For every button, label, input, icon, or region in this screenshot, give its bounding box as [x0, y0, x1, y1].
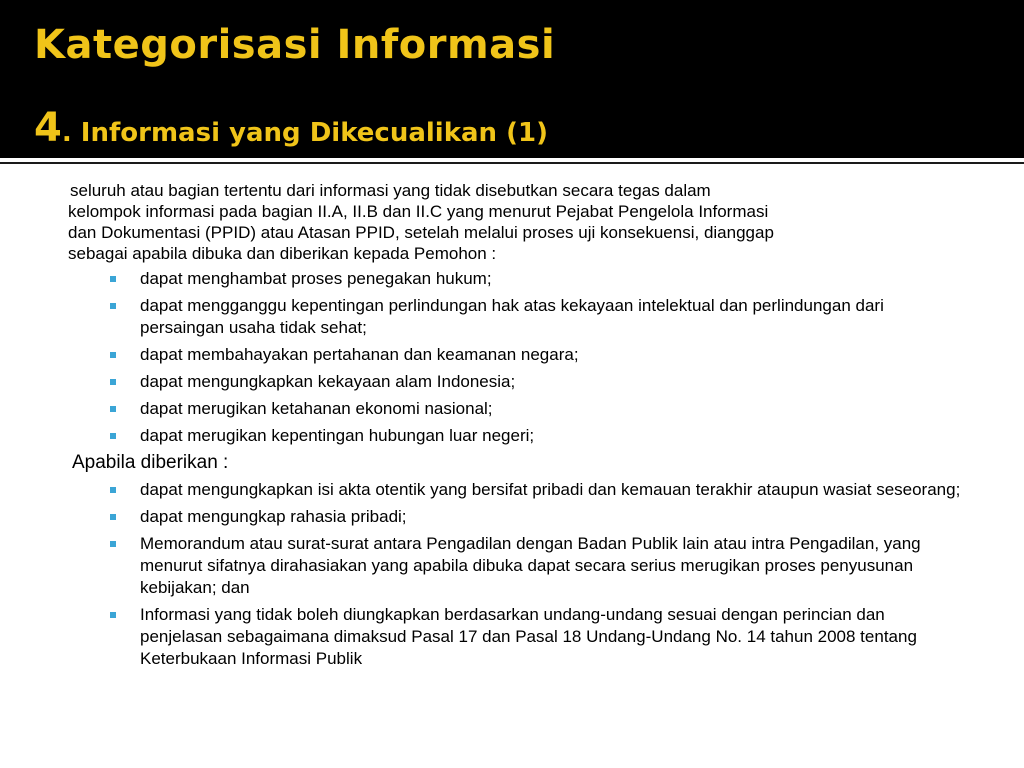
slide-header — [0, 0, 1024, 158]
intro-line-3: dan Dokumentasi (PPID) atau Atasan PPID, setelah melalui proses uji konsekuensi, dianggap — [68, 223, 774, 242]
list-item-text: Informasi yang tidak boleh diungkapkan berdasarkan undang-undang sesuai dengan perincian dan penjelasan sebagaimana dimaksud Pasal 17 dan Pasal 18 Undang-Undang No. 14 tahun 2008 tentang Keterbukaan Informasi Publik — [140, 605, 917, 668]
square-bullet-icon — [110, 514, 116, 520]
subtitle-text: . Informasi yang Dikecualikan (1) — [61, 118, 548, 148]
list-item — [110, 604, 970, 670]
list-item — [110, 371, 970, 393]
square-bullet-icon — [110, 612, 116, 618]
intro-line-2: kelompok informasi pada bagian II.A, II.B dan II.C yang menurut Pejabat Pengelola Informasi — [68, 202, 769, 221]
list-item-text: dapat mengungkapkan isi akta otentik yang bersifat pribadi dan kemauan terakhir ataupun wasiat seseorang; — [140, 480, 961, 499]
square-bullet-icon — [110, 541, 116, 547]
list-item-text: Memorandum atau surat-surat antara Pengadilan dengan Badan Publik lain atau intra Pengadilan, yang menurut sifatnya dirahasiakan yang apabila dibuka dapat secara serius merugikan proses penyusunan kebijakan; dan — [140, 534, 921, 597]
slide-subtitle — [34, 105, 548, 151]
intro-line-4: sebagai apabila dibuka dan diberikan kepada Pemohon : — [68, 244, 497, 263]
list-item-text: dapat mengganggu kepentingan perlindungan hak atas kekayaan intelektual dan perlindungan dari persaingan usaha tidak sehat; — [140, 296, 884, 337]
slide-title: Kategorisasi Informasi — [34, 22, 556, 68]
list-item — [110, 344, 970, 366]
intro-paragraph — [68, 180, 948, 264]
list-item — [110, 425, 970, 447]
list-item — [110, 533, 970, 599]
list-item — [110, 479, 970, 501]
square-bullet-icon — [110, 276, 116, 282]
intro-line-1: seluruh atau bagian tertentu dari informasi yang tidak disebutkan secara tegas dalam — [70, 181, 711, 200]
square-bullet-icon — [110, 352, 116, 358]
list-item — [110, 398, 970, 420]
list-item-text: dapat mengungkapkan kekayaan alam Indonesia; — [140, 372, 516, 391]
list-item — [110, 506, 970, 528]
list-item — [110, 295, 970, 339]
square-bullet-icon — [110, 379, 116, 385]
square-bullet-icon — [110, 433, 116, 439]
list-item-text: dapat merugikan ketahanan ekonomi nasional; — [140, 399, 493, 418]
disclosure-list — [110, 479, 970, 675]
subtitle-number: 4 — [34, 105, 62, 151]
list-item-text: dapat merugikan kepentingan hubungan luar negeri; — [140, 426, 535, 445]
list-item-text: dapat menghambat proses penegakan hukum; — [140, 269, 492, 288]
list-item-text: dapat mengungkap rahasia pribadi; — [140, 507, 407, 526]
section-label: Apabila diberikan : — [72, 452, 229, 473]
header-divider-shadow — [0, 162, 1024, 164]
exception-list — [110, 268, 970, 452]
list-item — [110, 268, 970, 290]
square-bullet-icon — [110, 487, 116, 493]
square-bullet-icon — [110, 303, 116, 309]
square-bullet-icon — [110, 406, 116, 412]
list-item-text: dapat membahayakan pertahanan dan keamanan negara; — [140, 345, 579, 364]
